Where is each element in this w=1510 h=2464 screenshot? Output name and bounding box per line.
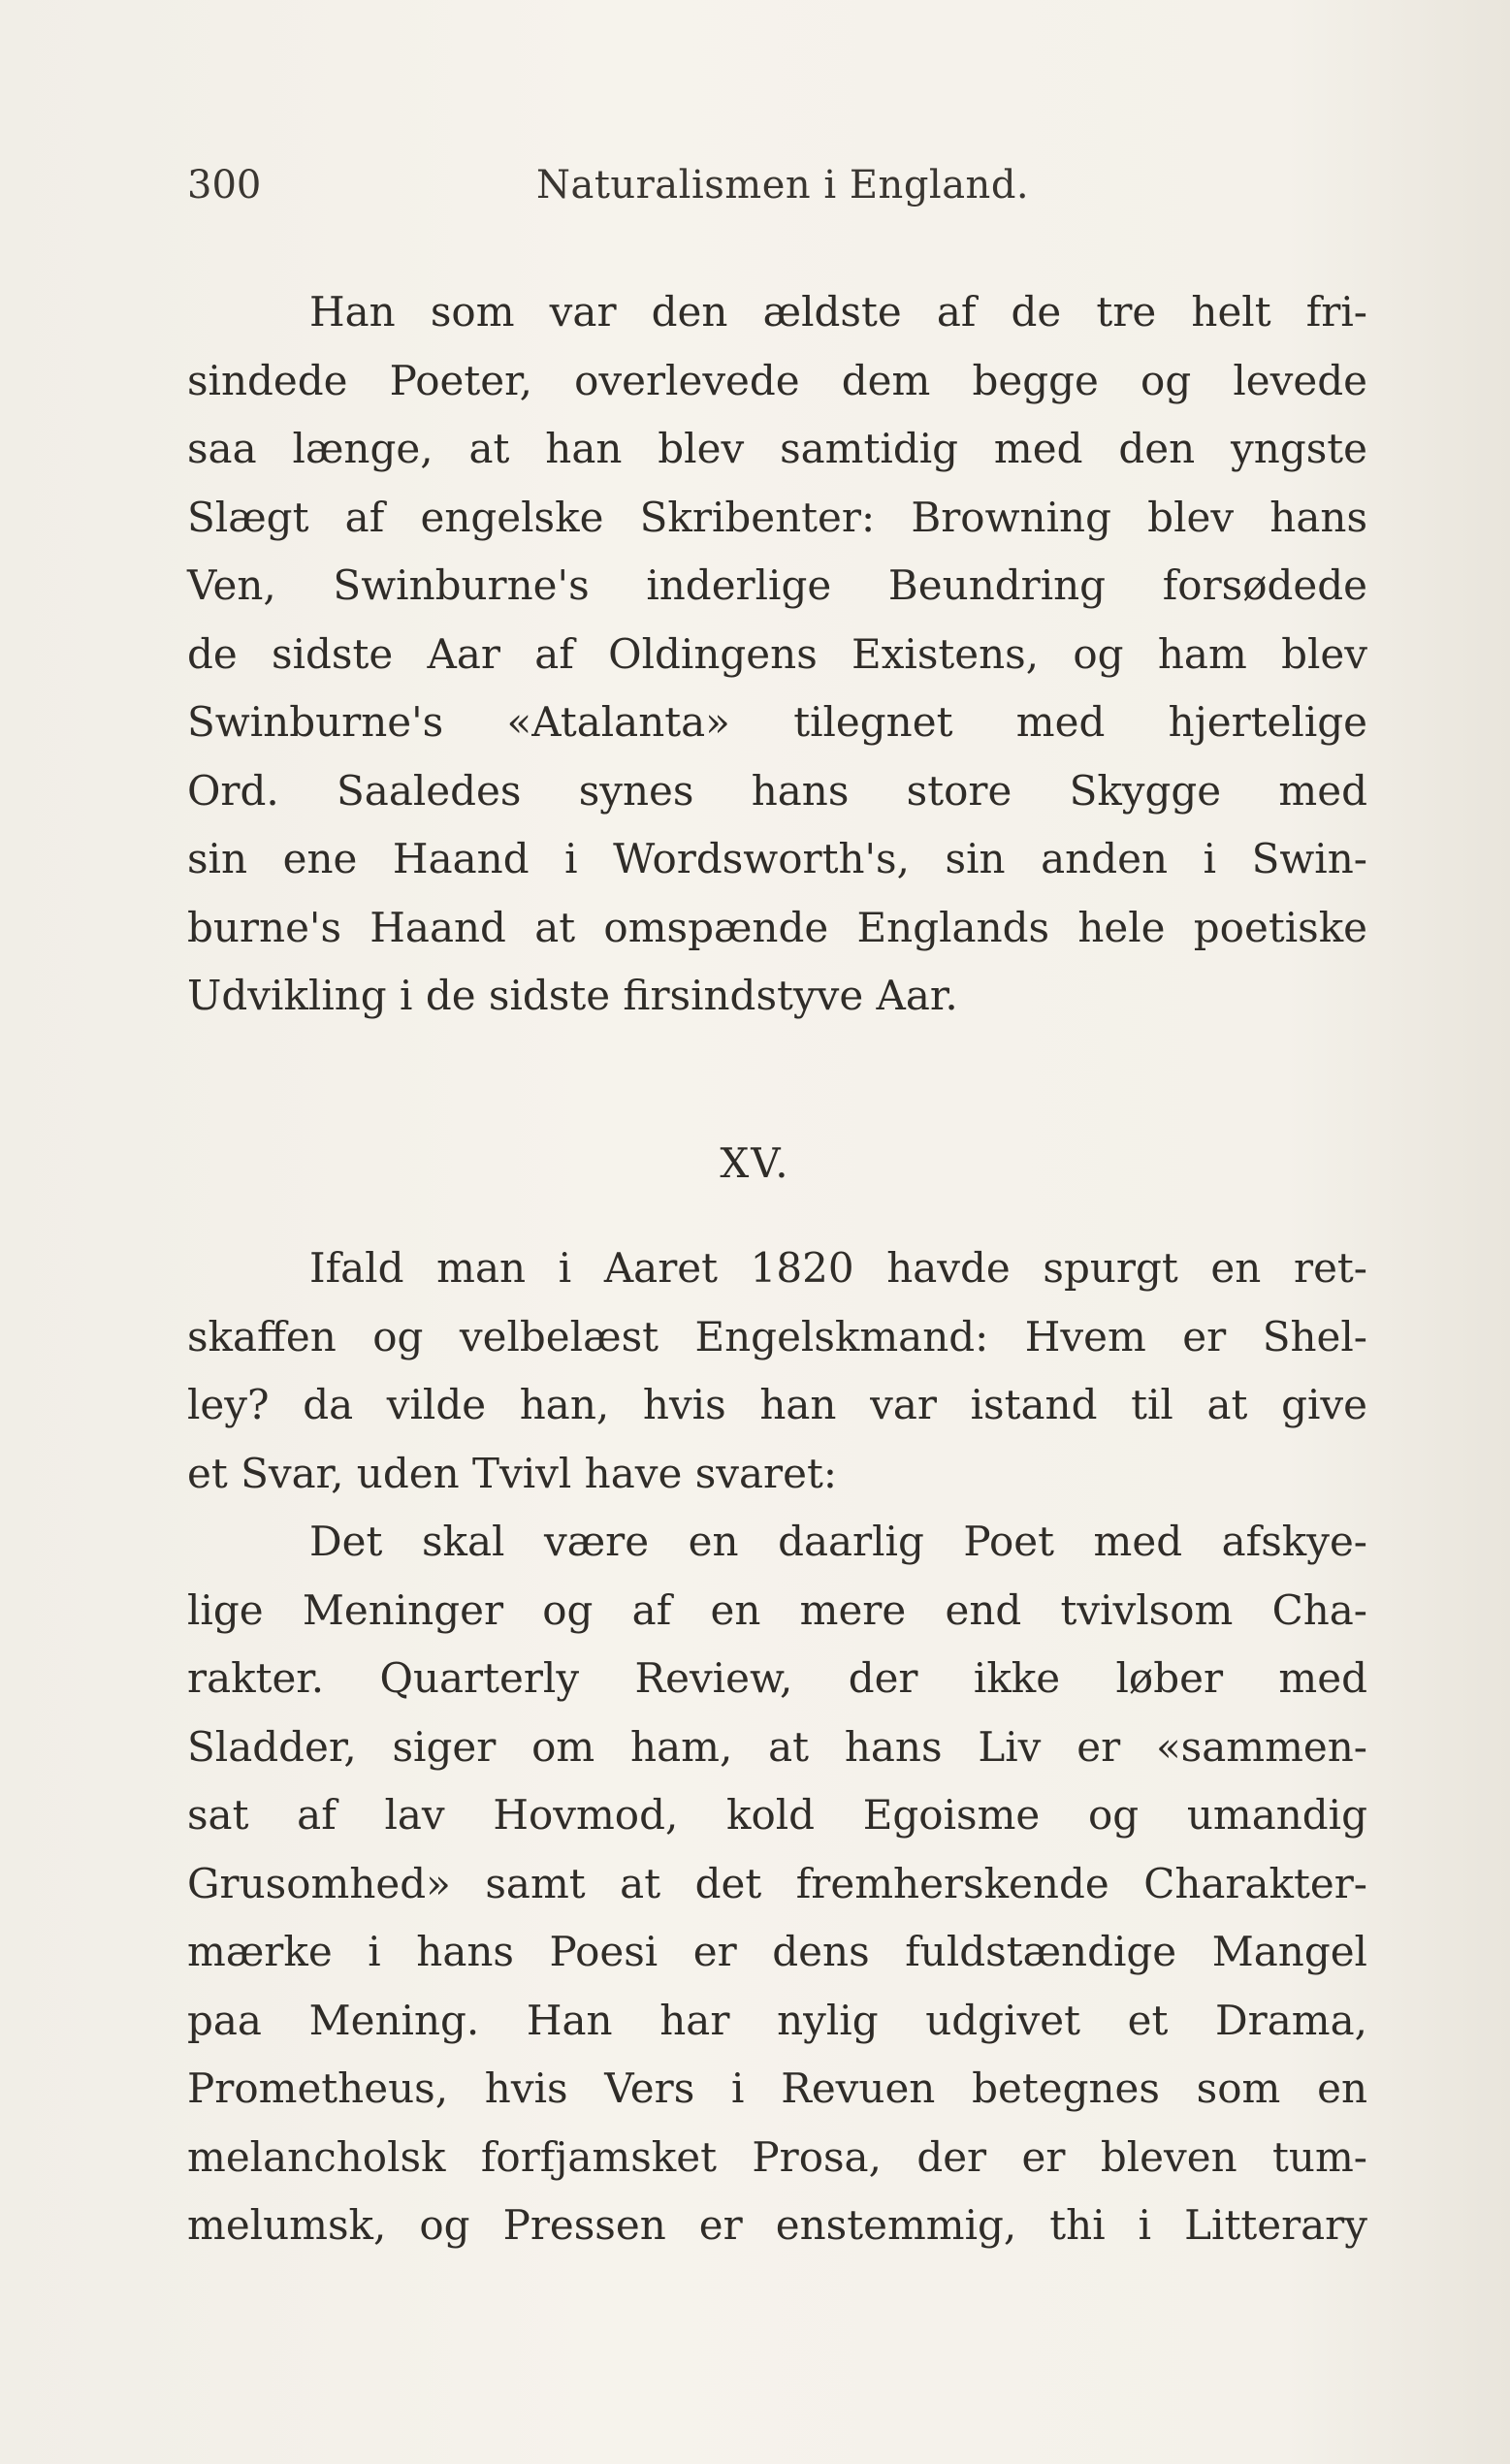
text-line: burne's Haand at omspænde Englands hele poetiske (187, 903, 1367, 951)
section-heading: XV. (720, 1139, 790, 1187)
text-line: Sladder, siger om ham, at hans Liv er «sammen- (187, 1722, 1367, 1771)
text-line: ley? da vilde han, hvis han var istand til at give (187, 1381, 1367, 1428)
text-line: sin ene Haand i Wordsworth's, sin anden i Swin- (187, 835, 1367, 882)
text-line: Prometheus, hvis Vers i Revuen betegnes som en (187, 2064, 1367, 2112)
text-line: Udvikling i de sidste firsindstyve Aar. (187, 972, 958, 1019)
text-line: melumsk, og Pressen er enstemmig, thi i Litterary (187, 2201, 1367, 2249)
text-line: sat af lav Hovmod, kold Egoisme og umandig (187, 1791, 1367, 1839)
text-line: Ven, Swinburne's inderlige Beundring forsødede (187, 561, 1367, 609)
text-line: melancholsk forfjamsket Prosa, der er bleven tum- (187, 2132, 1367, 2181)
text-line: Slægt af engelske Skribenter: Browning blev hans (187, 493, 1367, 541)
text-line: rakter. Quarterly Review, der ikke løber med (187, 1654, 1367, 1702)
running-title: Naturalismen i England. (536, 163, 1030, 208)
text-line: Swinburne's «Atalanta» tilegnet med hjertelige (187, 698, 1367, 746)
text-line: lige Meninger og af en mere end tvivlsom Cha- (187, 1585, 1367, 1634)
text-line: sindede Poeter, overlevede dem begge og levede (187, 356, 1367, 404)
text-line: Grusomhed» samt at det fremherskende Charakter- (187, 1859, 1367, 1907)
text-line: et Svar, uden Tvivl have svaret: (187, 1449, 837, 1497)
paragraph-1 (187, 278, 1367, 1031)
page-number: 300 (187, 163, 262, 208)
text-line: saa længe, at han blev samtidig med den yngste (187, 425, 1367, 472)
text-line: Ord. Saaledes synes hans store Skygge med (187, 766, 1367, 815)
text-line: Det skal være en daarlig Poet med afskye- (309, 1518, 1367, 1565)
page-header (187, 163, 1367, 221)
text-line: Han som var den ældste af de tre helt fri- (309, 288, 1367, 336)
text-line: skaffen og velbelæst Engelskmand: Hvem er Shel- (187, 1312, 1367, 1360)
text-line: paa Mening. Han har nylig udgivet et Drama, (187, 1996, 1367, 2044)
text-line: mærke i hans Poesi er dens fuldstændige Mangel (187, 1928, 1367, 1975)
text-line: Ifald man i Aaret 1820 havde spurgt en ret- (309, 1244, 1367, 1292)
paragraph-2 (187, 1234, 1367, 2260)
text-line: de sidste Aar af Oldingens Existens, og ham blev (187, 629, 1367, 678)
